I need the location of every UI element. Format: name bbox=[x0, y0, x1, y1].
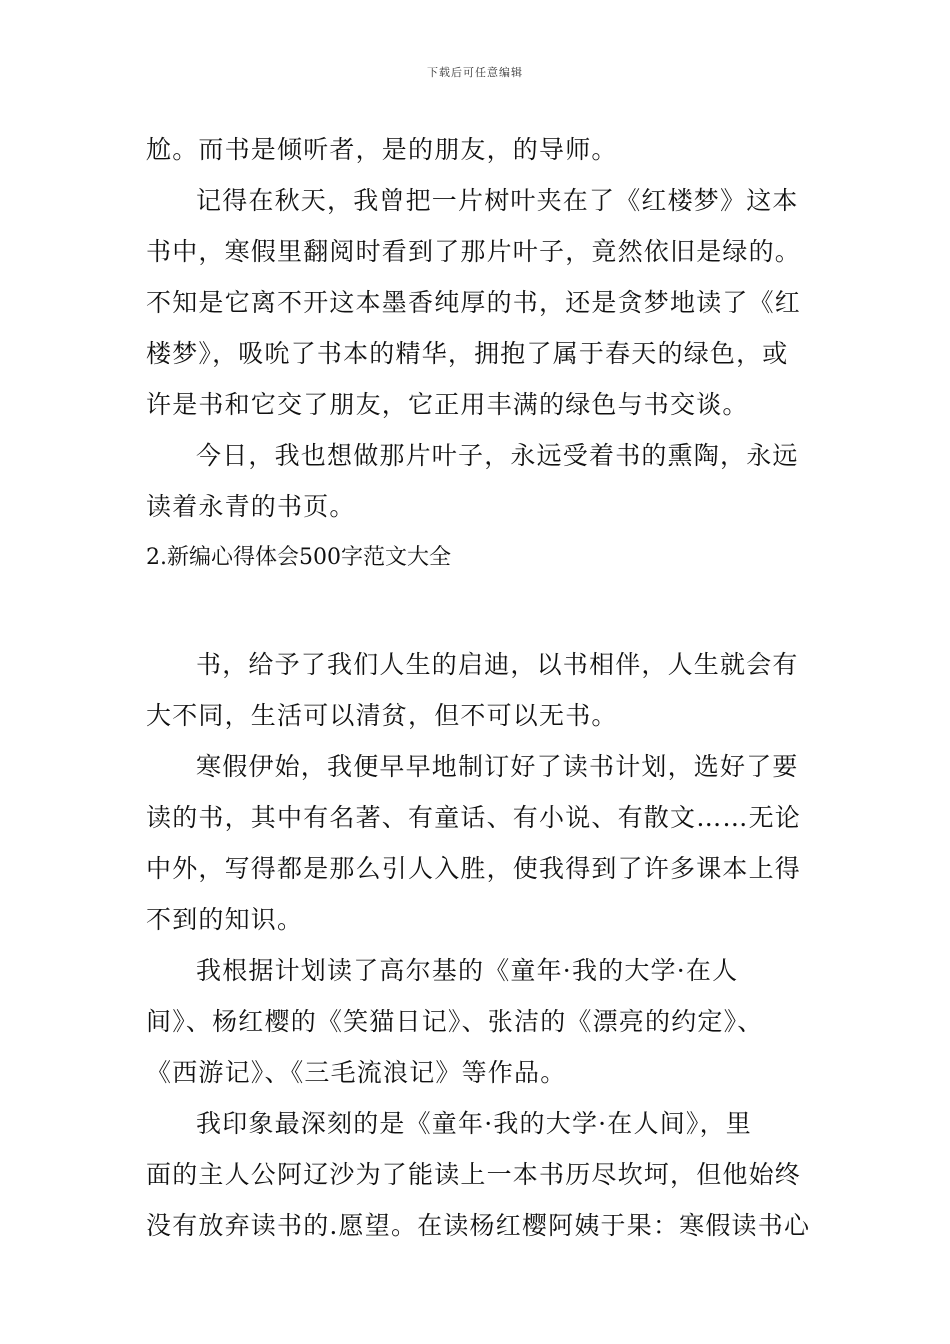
paragraph-start: 我印象最深刻的是《童年·我的大学·在人间》，里 bbox=[196, 1109, 752, 1138]
section-heading: 2.新编心得体会500字范文大全 bbox=[146, 545, 451, 570]
text-line: 间》、杨红樱的《笑猫日记》、张洁的《漂亮的约定》、 bbox=[146, 1007, 764, 1036]
paragraph-start: 今日，我也想做那片叶子，永远受着书的熏陶，永远 bbox=[196, 441, 799, 470]
text-line: 不知是它离不开这本墨香纯厚的书，还是贪梦地读了《红 bbox=[146, 288, 802, 317]
text-line: 大不同，生活可以清贫，但不可以无书。 bbox=[146, 701, 618, 730]
text-line: 中外，写得都是那么引人入胜，使我得到了许多课本上得 bbox=[146, 854, 802, 883]
section-spacer bbox=[146, 583, 810, 639]
paragraph-start: 书，给予了我们人生的启迪，以书相伴，人生就会有 bbox=[196, 650, 799, 679]
paragraph-start: 我根据计划读了高尔基的《童年·我的大学·在人 bbox=[196, 956, 739, 985]
paragraph-start: 记得在秋天，我曾把一片树叶夹在了《红楼梦》这本 bbox=[196, 186, 799, 215]
text-line: 读的书，其中有名著、有童话、有小说、有散文……无论 bbox=[146, 803, 802, 832]
text-line: 没有放弃读书的.愿望。在读杨红樱阿姨于果：寒假读书心 bbox=[146, 1211, 811, 1240]
text-line: 书中，寒假里翻阅时看到了那片叶子，竟然依旧是绿的。 bbox=[146, 237, 802, 266]
text-line: 楼梦》，吸吮了书本的精华，拥抱了属于春天的绿色，或 bbox=[146, 339, 789, 368]
document-body bbox=[146, 124, 810, 1251]
page-header: 下载后可任意编辑 bbox=[427, 66, 523, 79]
text-line: 面的主人公阿辽沙为了能读上一本书历尽坎坷，但他始终 bbox=[146, 1160, 802, 1189]
text-line: 读着永青的书页。 bbox=[146, 492, 356, 521]
text-line: 尬。而书是倾听者，是的朋友，的导师。 bbox=[146, 135, 618, 164]
paragraph-start: 寒假伊始，我便早早地制订好了读书计划，选好了要 bbox=[196, 752, 799, 781]
text-line: 《西游记》、《三毛流浪记》等作品。 bbox=[146, 1058, 567, 1087]
text-line: 许是书和它交了朋友，它正用丰满的绿色与书交谈。 bbox=[146, 390, 749, 419]
text-line: 不到的知识。 bbox=[146, 905, 304, 934]
